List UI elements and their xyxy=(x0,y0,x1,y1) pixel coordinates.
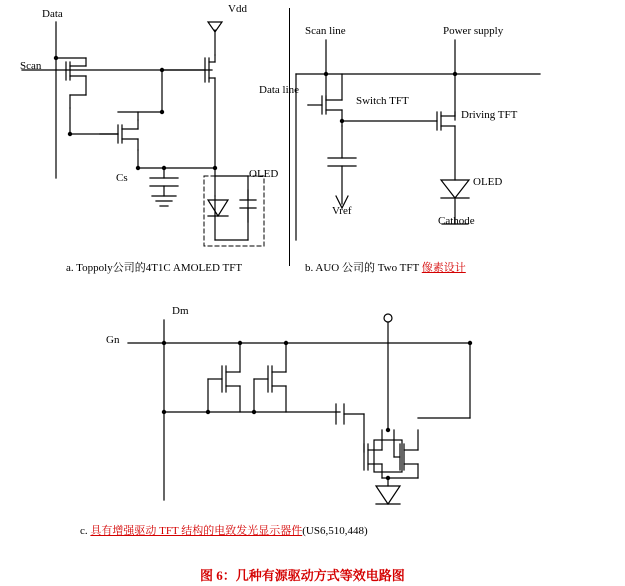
label-data-line: Data line xyxy=(259,84,300,96)
label-vref: Vref xyxy=(332,205,352,217)
label-oled-b: OLED xyxy=(473,176,503,188)
label-driving-tft: Driving TFT xyxy=(461,109,518,121)
label-cs: Cs xyxy=(116,172,128,184)
label-vdd: Vdd xyxy=(228,3,247,15)
caption-panel-b xyxy=(305,259,466,275)
label-oled-a: OLED xyxy=(249,168,279,180)
label-gn: Gn xyxy=(106,334,120,346)
caption-panel-b-black: b. AUO 公司的 Two TFT xyxy=(305,262,422,274)
label-scan: Scan xyxy=(20,60,42,72)
caption-panel-a: a. Toppoly公司的4T1C AMOLED TFT xyxy=(66,262,243,274)
label-data: Data xyxy=(42,8,63,20)
caption-panel-c xyxy=(80,522,368,538)
label-cathode: Cathode xyxy=(438,215,475,227)
caption-panel-b-red: 像素设计 xyxy=(421,262,466,274)
caption-panel-c-suffix: (US6,510,448) xyxy=(302,525,368,537)
label-power-supply: Power supply xyxy=(443,25,504,37)
panel-divider xyxy=(289,8,290,266)
caption-panel-c-prefix: c. xyxy=(80,525,91,537)
label-scan-line: Scan line xyxy=(305,25,346,37)
caption-panel-c-red: 具有增强驱动 TFT 结构的电致发光显示器件 xyxy=(90,525,303,537)
label-dm: Dm xyxy=(172,305,189,317)
figure-title: 图 6：几种有源驱动方式等效电路图 xyxy=(200,568,405,583)
label-switch-tft: Switch TFT xyxy=(356,95,409,107)
